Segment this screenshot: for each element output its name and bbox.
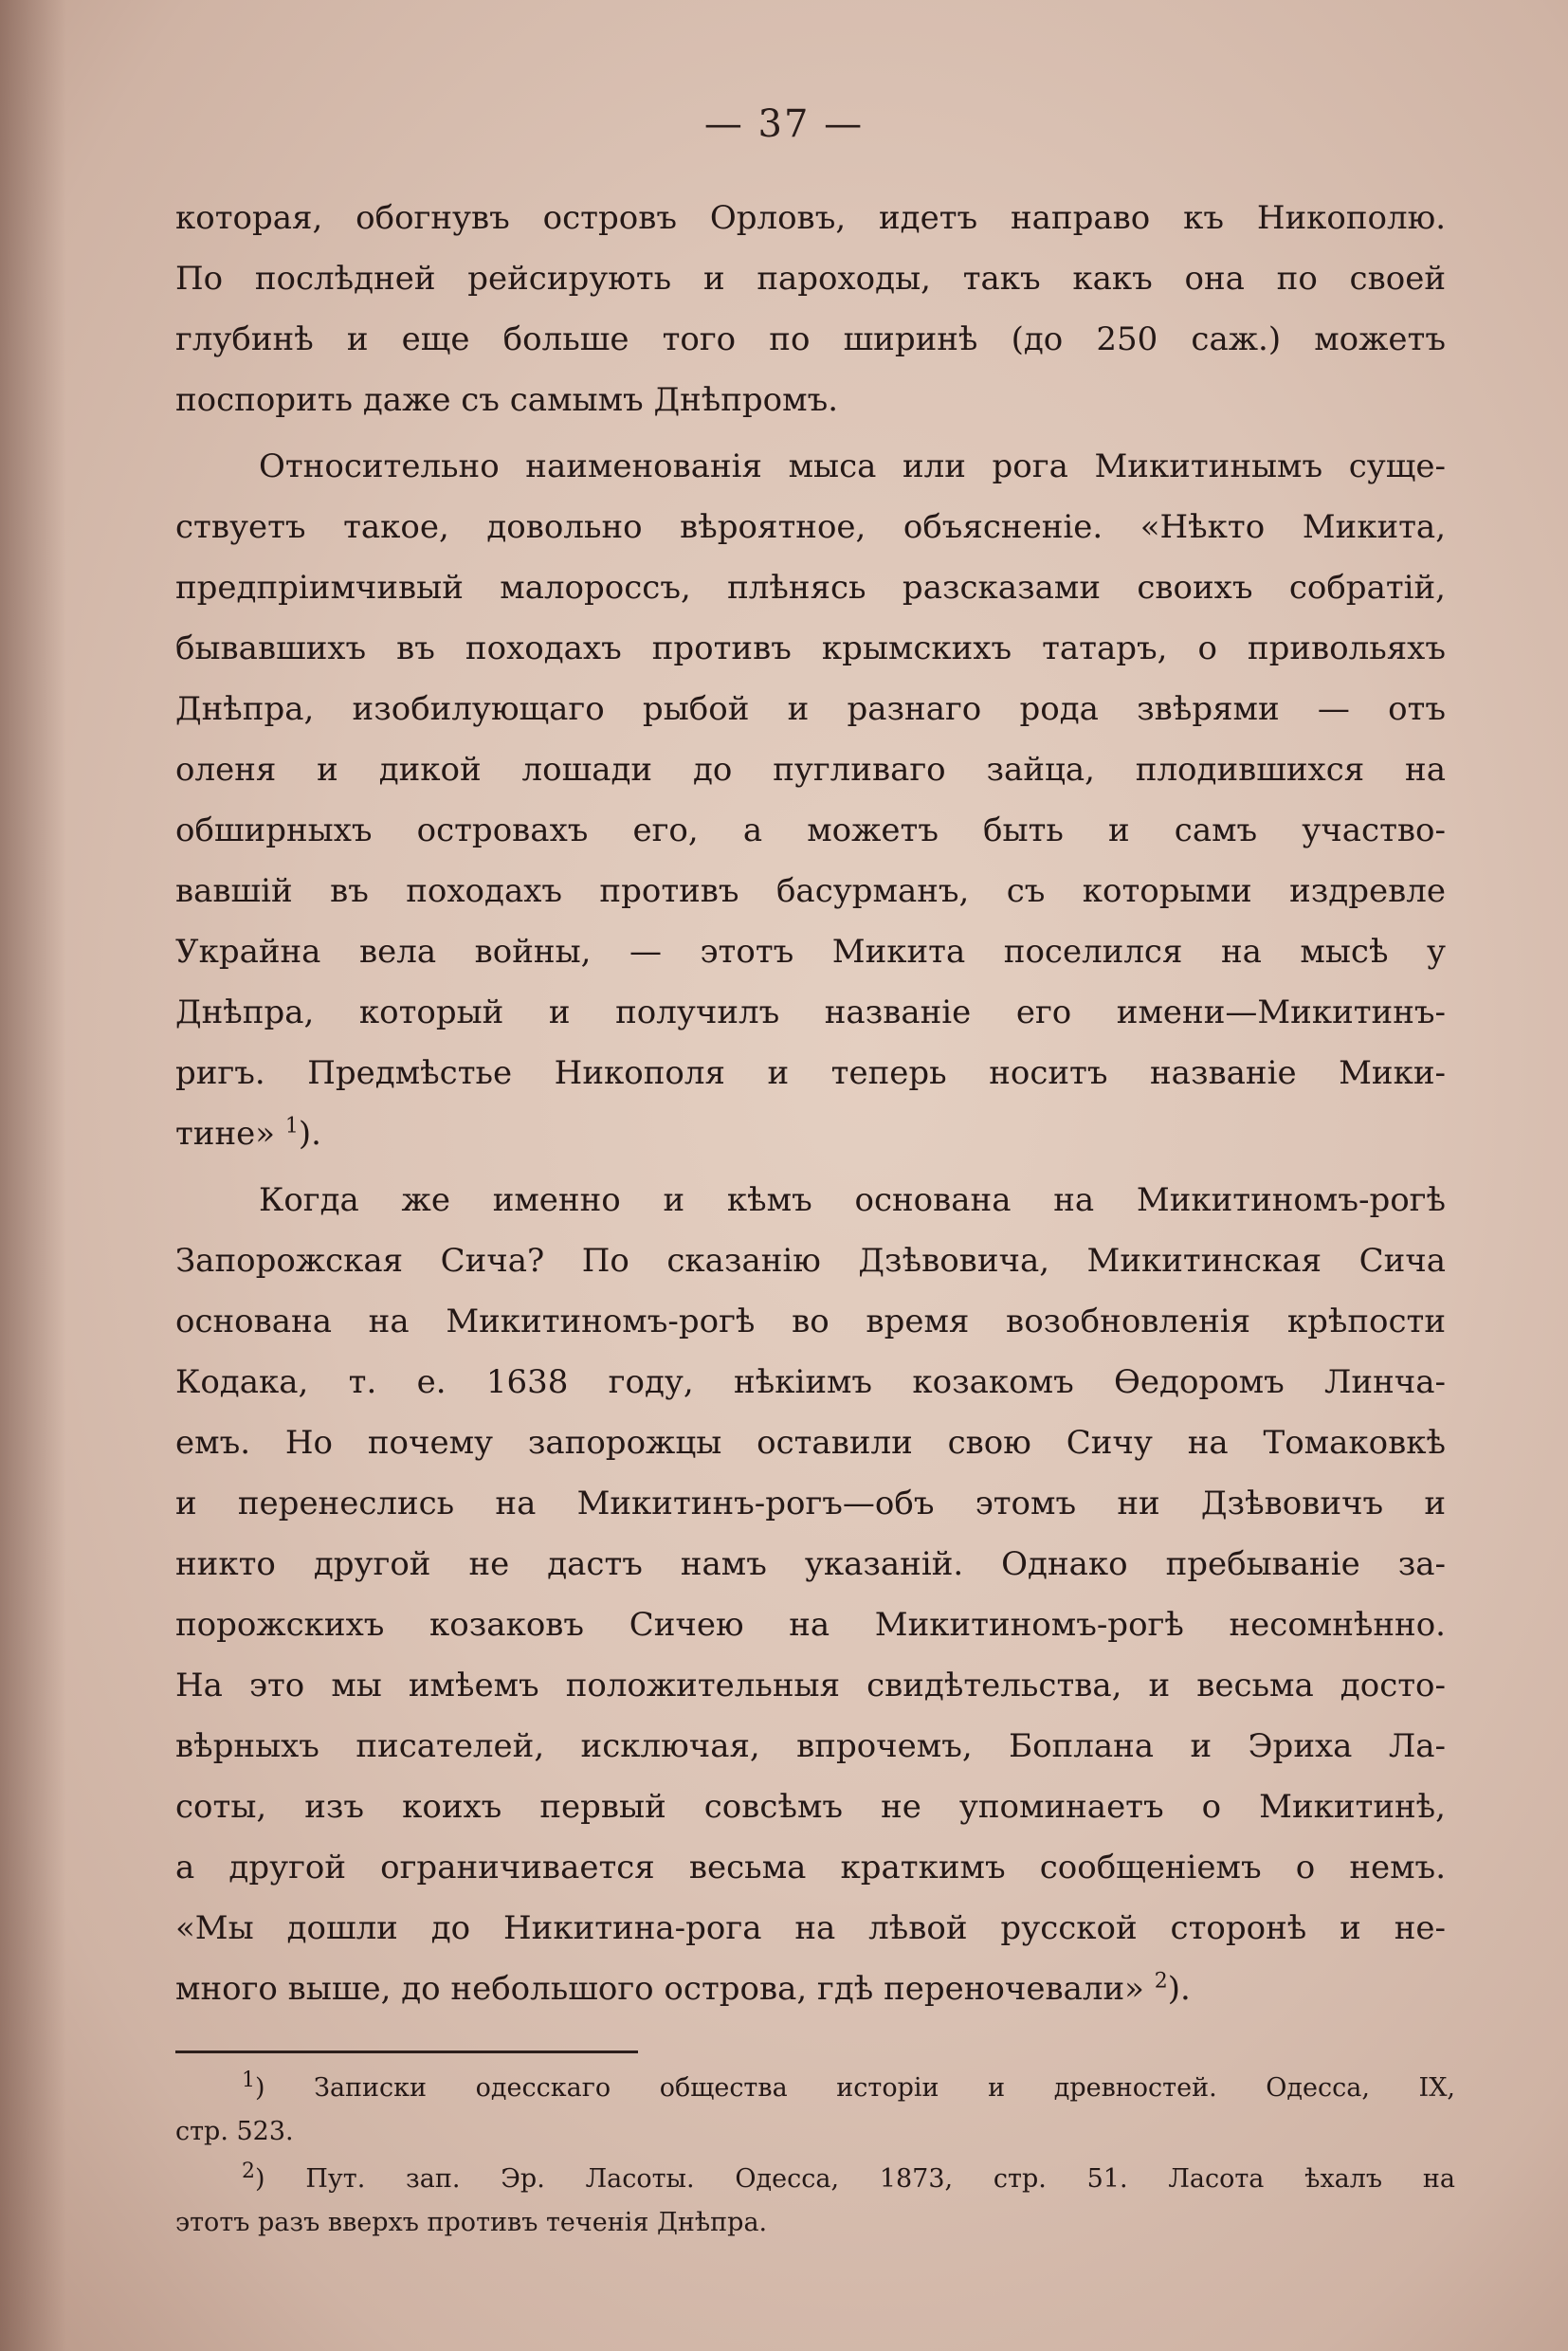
text-line: обширныхъ островахъ его, а можетъ быть и самъ участво- (175, 811, 1446, 849)
text-line: основана на Микитиномъ-рогѣ во время возобновленія крѣпости (175, 1303, 1446, 1340)
footnote-1 (175, 2067, 1455, 2154)
text-line: поспорить даже съ самымъ Днѣпромъ. (175, 381, 839, 419)
text-line: ригъ. Предмѣстье Никополя и теперь носитъ названіе Мики- (175, 1054, 1446, 1092)
text-line: оленя и дикой лошади до пугливаго зайца, плодившихся на (175, 751, 1446, 789)
paragraph-1 (175, 188, 1446, 430)
footnote-line (175, 2067, 1455, 2110)
body-text (175, 188, 1446, 2019)
text-line: Кодака, т. е. 1638 году, нѣкіимъ козакомъ Ѳедоромъ Линча- (175, 1363, 1446, 1401)
text-line: Запорожская Сича? По сказанію Дзѣвовича, Микитинская Сича (175, 1242, 1446, 1280)
text-line: вавшій въ походахъ противъ басурманъ, съ которыми издревле (175, 872, 1446, 910)
text-line (175, 1959, 1446, 2019)
footnote-line (175, 2158, 1455, 2201)
footnote-divider (175, 2050, 638, 2053)
text-line: Днѣпра, который и получилъ названіе его имени—Микитинъ- (175, 993, 1446, 1031)
text-line: емъ. Но почему запорожцы оставили свою Сичу на Томаковкѣ (175, 1424, 1446, 1462)
text-line: На это мы имѣемъ положительныя свидѣтельства, и весьма досто- (175, 1667, 1446, 1704)
text-line: а другой ограничивается весьма краткимъ сообщеніемъ о немъ. (175, 1849, 1446, 1886)
text-line (175, 1103, 1446, 1164)
footnote-line: этотъ разъ вверхъ противъ теченія Днѣпра. (175, 2208, 768, 2237)
text-line: По послѣдней рейсирують и пароходы, такъ какъ она по своей (175, 260, 1446, 298)
text-line: глубинѣ и еще больше того по ширинѣ (до 250 саж.) можетъ (175, 320, 1446, 358)
text-line: бывавшихъ въ походахъ противъ крымскихъ татаръ, о привольяхъ (175, 629, 1446, 667)
footnote-ref: 2 (1154, 1969, 1168, 1994)
page-gutter-shadow (0, 0, 66, 2351)
footnotes (175, 2067, 1455, 2245)
footnote-ref: 1 (284, 1114, 299, 1139)
footnote-2 (175, 2158, 1455, 2245)
text-line: Относительно наименованія мыса или рога Микитинымъ суще- (259, 447, 1446, 485)
text-line: соты, изъ коихъ первый совсѣмъ не упоминаетъ о Микитинѣ, (175, 1788, 1446, 1826)
text-line-content: тине» (175, 1115, 276, 1153)
paragraph-2 (175, 436, 1446, 1164)
text-line: никто другой не дастъ намъ указаній. Однако пребываніе за- (175, 1545, 1446, 1583)
text-line-content: много выше, до небольшого острова, гдѣ переночевали» (175, 1970, 1144, 2008)
text-line: Днѣпра, изобилующаго рыбой и разнаго рода звѣрями — отъ (175, 690, 1446, 728)
text-line: предпріимчивый малороссъ, плѣнясь разсказами своихъ собратій, (175, 569, 1446, 607)
footnote-line: стр. 523. (175, 2117, 294, 2146)
text-line: Когда же именно и кѣмъ основана на Микитиномъ-рогѣ (259, 1181, 1446, 1219)
footnote-text: ) Записки одесскаго общества исторіи и древностей. Одесса, IX, (255, 2073, 1455, 2103)
text-line: которая, обогнувъ островъ Орловъ, идетъ направо къ Никополю. (175, 199, 1446, 237)
paragraph-3 (175, 1170, 1446, 2019)
text-line: «Мы дошли до Никитина-рога на лѣвой русской сторонѣ и не- (175, 1909, 1446, 1947)
text-line: ствуетъ такое, довольно вѣроятное, объясненіе. «Нѣкто Микита, (175, 508, 1446, 546)
text-line: вѣрныхъ писателей, исключая, впрочемъ, Боплана и Эриха Ла- (175, 1727, 1446, 1765)
footnote-text: ) Пут. зап. Эр. Ласоты. Одесса, 1873, стр. 51. Ласота ѣхалъ на (255, 2164, 1455, 2194)
page-number: — 37 — (703, 102, 865, 146)
text-line: и перенеслись на Микитинъ-рогъ—объ этомъ ни Дзѣвовичъ и (175, 1485, 1446, 1522)
text-line: Украйна вела войны, — этотъ Микита поселился на мысѣ у (175, 933, 1446, 971)
footnote-marker: 1 (242, 2069, 255, 2092)
text-line-tail: ). (298, 1115, 321, 1153)
footnote-marker: 2 (242, 2160, 255, 2183)
text-line: порожскихъ козаковъ Сичею на Микитиномъ-рогѣ несомнѣнно. (175, 1606, 1446, 1644)
text-line-tail: ). (1167, 1970, 1191, 2008)
